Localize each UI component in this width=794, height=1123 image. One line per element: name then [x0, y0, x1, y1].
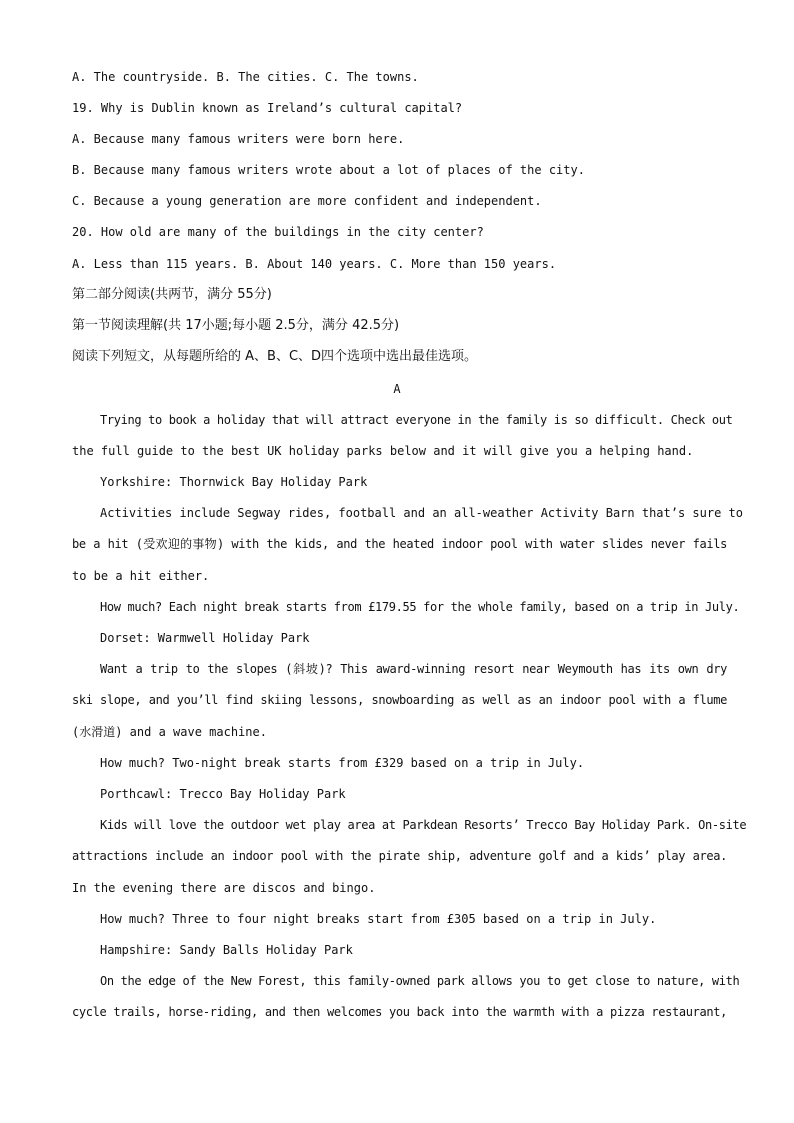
paragraph-line: Activities include Segway rides, football and an all-weather Activity Barn that’s sure to [100, 506, 743, 520]
paragraph-line: On the edge of the New Forest, this family-owned park allows you to get close to nature, with [100, 974, 740, 988]
paragraph-line: Trying to book a holiday that will attract everyone in the family is so difficult. Check out [100, 413, 733, 427]
q18-options: A. The countryside. B. The cities. C. The towns. [72, 70, 419, 84]
question-19: 19. Why is Dublin known as Ireland’s cultural capital? [72, 101, 463, 115]
paragraph-line: the full guide to the best UK holiday parks below and it will give you a helping hand. [72, 444, 694, 458]
paragraph-line: In the evening there are discos and bingo. [72, 881, 376, 895]
park-heading-hampshire: Hampshire: Sandy Balls Holiday Park [100, 943, 353, 957]
subsection-heading: 第一节阅读理解(共 17小题;每小题 2.5分，满分 42.5分) [72, 318, 400, 333]
q19-option-b: B. Because many famous writers wrote about a lot of places of the city. [72, 163, 585, 177]
price-dorset: How much? Two-night break starts from £329 based on a trip in July. [100, 756, 585, 770]
paragraph-line: be a hit (受欢迎的事物) with the kids, and the heated indoor pool with water slides never fails [72, 537, 727, 551]
price-porthcawl: How much? Three to four night breaks start from £305 based on a trip in July. [100, 912, 657, 926]
q19-option-c: C. Because a young generation are more confident and independent. [72, 194, 542, 208]
paragraph-line: (水滑道) and a wave machine. [72, 725, 267, 739]
park-heading-dorset: Dorset: Warmwell Holiday Park [100, 631, 310, 645]
paragraph-line: Kids will love the outdoor wet play area at Parkdean Resorts’ Trecco Bay Holiday Park. On-site [100, 818, 747, 832]
question-20: 20. How old are many of the buildings in the city center? [72, 225, 484, 239]
q19-option-a: A. Because many famous writers were born here. [72, 132, 405, 146]
price-yorkshire: How much? Each night break starts from £179.55 for the whole family, based on a trip in July. [100, 600, 740, 614]
park-heading-porthcawl: Porthcawl: Trecco Bay Holiday Park [100, 787, 346, 801]
instructions: 阅读下列短文，从每题所给的 A、B、C、D四个选项中选出最佳选项。 [72, 349, 478, 364]
passage-label: A [393, 382, 401, 396]
paragraph-line: to be a hit either. [72, 569, 210, 583]
paragraph-line: cycle trails, horse-riding, and then welcomes you back into the warmth with a pizza restaurant, [72, 1005, 727, 1019]
section-heading: 第二部分阅读(共两节，满分 55分) [72, 287, 272, 302]
park-heading-yorkshire: Yorkshire: Thornwick Bay Holiday Park [100, 475, 368, 489]
paragraph-line: Want a trip to the slopes (斜坡)? This award-winning resort near Weymouth has its own dry [100, 662, 727, 676]
q20-options: A. Less than 115 years. B. About 140 years. C. More than 150 years. [72, 257, 557, 271]
paragraph-line: attractions include an indoor pool with the pirate ship, adventure golf and a kids’ play area. [72, 849, 727, 863]
paragraph-line: ski slope, and you’ll find skiing lessons, snowboarding as well as an indoor pool with a flume [72, 693, 727, 707]
